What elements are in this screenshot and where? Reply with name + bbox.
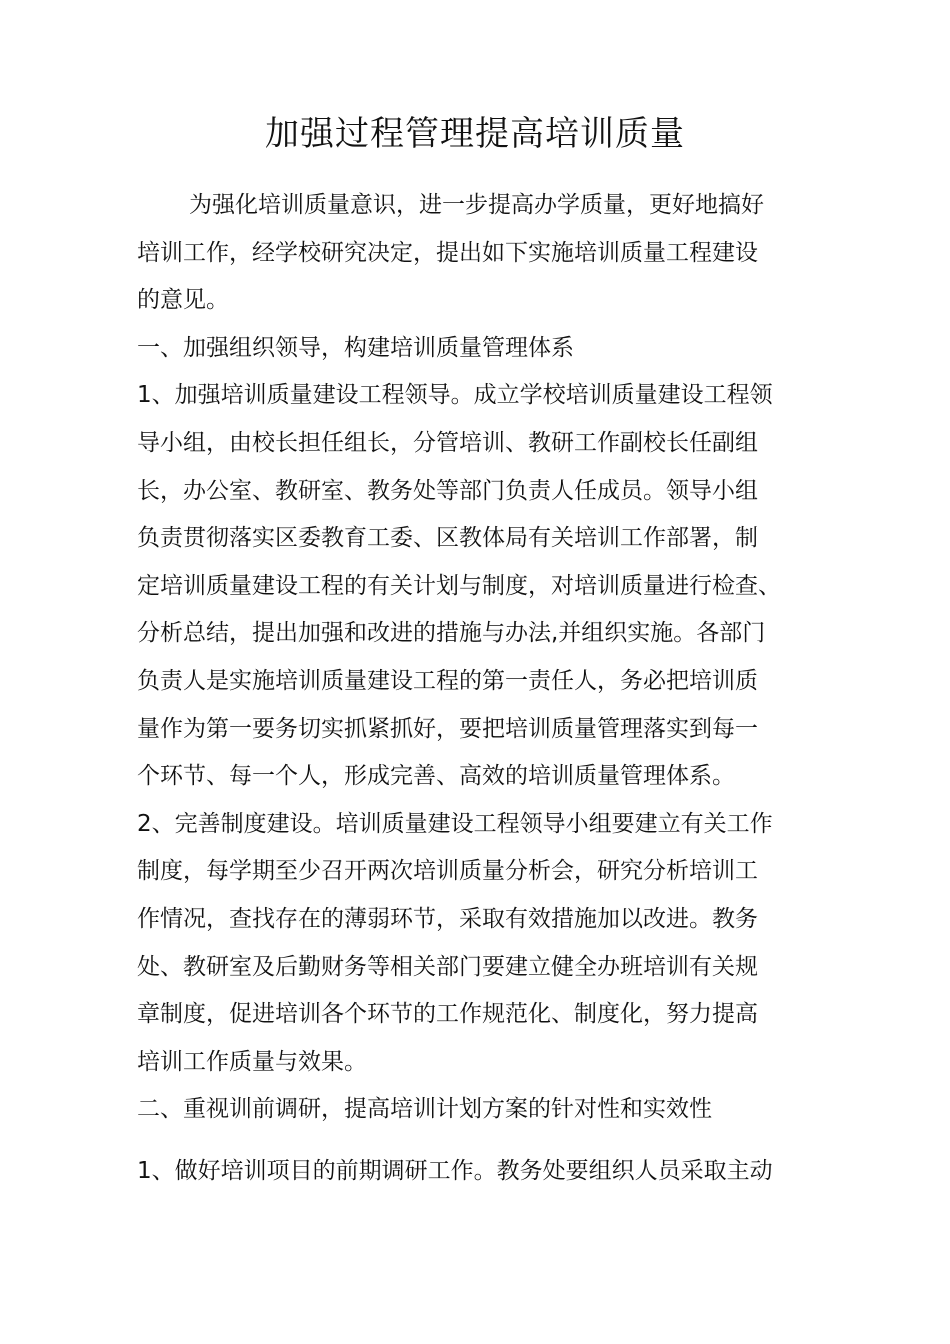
paragraph-line: 章制度，促进培训各个环节的工作规范化、制度化，努力提高 bbox=[137, 1001, 758, 1028]
section-heading-2: 二、重视训前调研，提高培训计划方案的针对性和实效性 bbox=[137, 1096, 712, 1123]
intro-line: 的意见。 bbox=[137, 287, 229, 314]
paragraph-line: 负责人是实施培训质量建设工程的第一责任人，务必把培训质 bbox=[137, 667, 758, 694]
section-heading-1: 一、加强组织领导，构建培训质量管理体系 bbox=[137, 334, 574, 361]
paragraph-line: 负责贯彻落实区委教育工委、区教体局有关培训工作部署，制 bbox=[137, 525, 758, 552]
paragraph-line: 定培训质量建设工程的有关计划与制度，对培训质量进行检查、 bbox=[137, 572, 781, 599]
paragraph-line: 制度，每学期至少召开两次培训质量分析会，研究分析培训工 bbox=[137, 858, 758, 885]
intro-line: 培训工作，经学校研究决定，提出如下实施培训质量工程建设 bbox=[137, 239, 758, 266]
paragraph-line: 1、加强培训质量建设工程领导。成立学校培训质量建设工程领 bbox=[137, 382, 773, 409]
paragraph-line: 培训工作质量与效果。 bbox=[137, 1048, 367, 1075]
paragraph-line: 长，办公室、教研室、教务处等部门负责人任成员。领导小组 bbox=[137, 477, 758, 504]
document-title: 加强过程管理提高培训质量 bbox=[265, 114, 685, 154]
paragraph-line: 个环节、每一个人，形成完善、高效的培训质量管理体系。 bbox=[137, 763, 735, 790]
paragraph-line: 1、做好培训项目的前期调研工作。教务处要组织人员采取主动 bbox=[137, 1157, 773, 1184]
paragraph-line: 导小组，由校长担任组长，分管培训、教研工作副校长任副组 bbox=[137, 429, 758, 456]
paragraph-line: 分析总结，提出加强和改进的措施与办法,并组织实施。各部门 bbox=[137, 620, 766, 647]
intro-line: 为强化培训质量意识，进一步提高办学质量，更好地搞好 bbox=[189, 192, 764, 218]
paragraph-line: 处、教研室及后勤财务等相关部门要建立健全办班培训有关规 bbox=[137, 953, 758, 980]
paragraph-line: 量作为第一要务切实抓紧抓好，要把培训质量管理落实到每一 bbox=[137, 715, 758, 742]
document-body bbox=[137, 182, 822, 1195]
paragraph-line: 作情况，查找存在的薄弱环节，采取有效措施加以改进。教务 bbox=[137, 905, 758, 932]
paragraph-line: 2、完善制度建设。培训质量建设工程领导小组要建立有关工作 bbox=[137, 810, 773, 837]
